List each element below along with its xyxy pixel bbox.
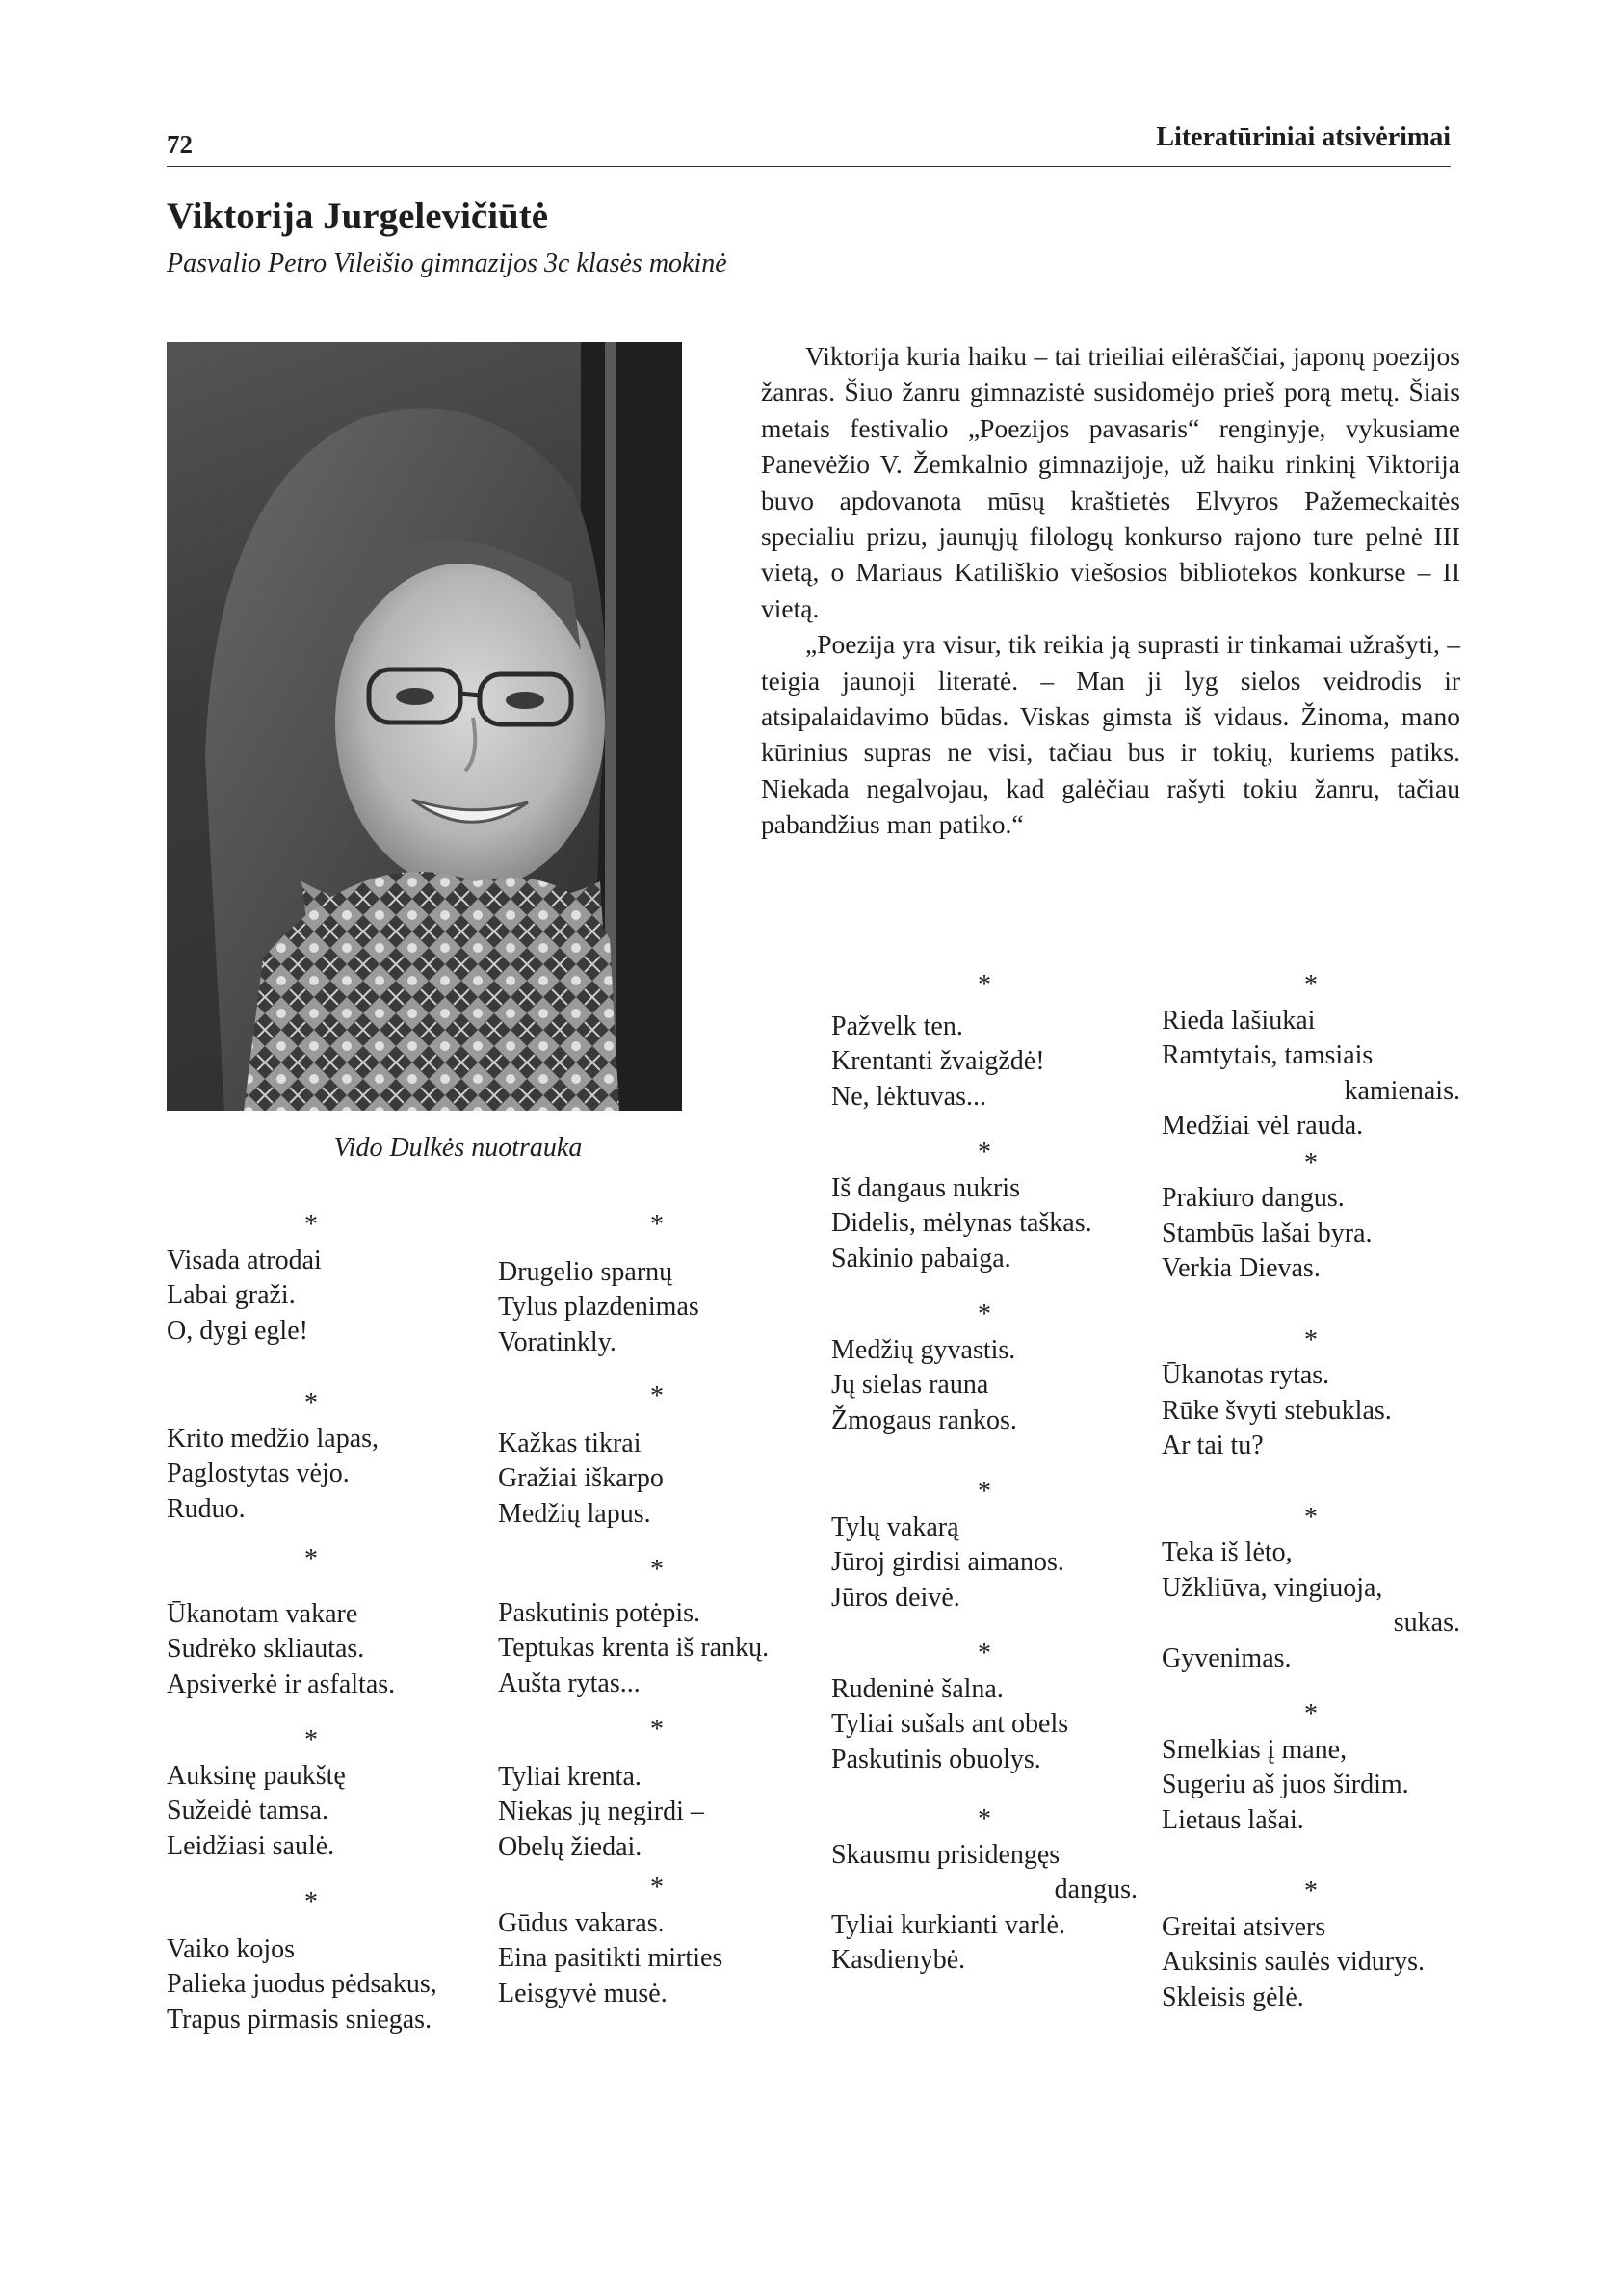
haiku-separator: * <box>1304 1502 1318 1533</box>
haiku-separator: * <box>650 1381 664 1411</box>
haiku-line: Sudrėko skliautas. <box>167 1634 365 1664</box>
haiku-line: Labai graži. <box>167 1280 296 1310</box>
haiku-line: Jų sielas rauna <box>831 1370 989 1400</box>
header-rule <box>167 166 1451 167</box>
haiku-line: Stambūs lašai byra. <box>1162 1218 1373 1248</box>
haiku-separator: * <box>978 970 991 1000</box>
haiku-line: Auksinis saulės vidurys. <box>1162 1947 1425 1977</box>
haiku-line: Rūke švyti stebuklas. <box>1162 1395 1392 1426</box>
haiku-separator: * <box>978 1804 991 1834</box>
haiku-line-continuation: kamienais. <box>1344 1075 1460 1106</box>
haiku-poem <box>498 1378 816 1532</box>
haiku-separator: * <box>978 1639 991 1668</box>
haiku-line: Tylus plazdenimas <box>498 1292 699 1322</box>
haiku-separator: * <box>978 1477 991 1507</box>
haiku-line: Rieda lašiukai <box>1162 1005 1316 1036</box>
haiku-separator: * <box>650 1873 664 1903</box>
haiku-column-2 <box>498 1206 816 2011</box>
haiku-separator: * <box>304 1210 318 1240</box>
haiku-poem <box>167 1721 456 1864</box>
haiku-poem <box>1162 1695 1460 1838</box>
author-name: Viktorija Jurgelevičiūtė <box>167 196 549 237</box>
haiku-poem <box>831 1473 1138 1615</box>
haiku-line: Lietaus lašai. <box>1162 1804 1304 1835</box>
haiku-line: Tyliai kurkianti varlė. <box>831 1909 1065 1940</box>
haiku-line: Tylų vakarą <box>831 1511 959 1542</box>
haiku-line: Rudeninė šalna. <box>831 1673 1004 1704</box>
haiku-separator: * <box>304 1544 318 1574</box>
haiku-line: Ar tai tu? <box>1162 1431 1264 1460</box>
haiku-line: Skausmu prisidengęs <box>831 1839 1061 1870</box>
haiku-line: Prakiuro dangus. <box>1162 1183 1345 1213</box>
haiku-line: Paglostytas vėjo. <box>167 1458 350 1488</box>
haiku-line: Žmogaus rankos. <box>831 1405 1017 1435</box>
haiku-poem <box>1162 966 1460 1144</box>
intro-text <box>761 338 1460 843</box>
haiku-line: Trapus pirmasis sniegas. <box>167 2004 432 2035</box>
haiku-line: Gyvenimas. <box>1162 1642 1292 1673</box>
haiku-line: Voratinkly. <box>498 1326 616 1357</box>
haiku-poem <box>167 1384 456 1527</box>
haiku-separator: * <box>1304 970 1318 1000</box>
haiku-poem <box>831 1800 1138 1979</box>
haiku-line: Jūros deivė. <box>831 1582 960 1613</box>
intro-paragraph: „Poezija yra visur, tik reikia ją suprasti ir tinkamai užrašyti, – teigia jaunoji literatė. – Man ji lyg sielos veidrodis ir atsipalaidavimo būdas. Viskas gimsta iš vidaus. Žinoma, mano kūrinius supras ne visi, tačiau bus ir tokių, kuriems patiks. Niekada negalvojau, kad galėčiau rašyti tokiu žanru, tačiau pabandžius man patiko.“ <box>761 629 1460 840</box>
haiku-line: Krentanti žvaigždė! <box>831 1046 1045 1076</box>
haiku-line: Auksinę paukštę <box>167 1760 346 1791</box>
haiku-line: Sugeriu aš juos širdim. <box>1162 1770 1409 1799</box>
haiku-poem <box>167 1540 456 1702</box>
haiku-separator: * <box>304 1887 318 1917</box>
haiku-line: Palieka juodus pėdsakus, <box>167 1969 437 1999</box>
haiku-line: Paskutinis obuolys. <box>831 1744 1041 1774</box>
haiku-column-3 <box>831 966 1138 1979</box>
haiku-separator: * <box>1304 1877 1318 1906</box>
haiku-line-continuation: dangus. <box>1054 1875 1138 1904</box>
haiku-line: Leisgyvė musė. <box>498 1978 668 2008</box>
haiku-poem <box>167 1883 456 2037</box>
haiku-line: Sužeidė tamsa. <box>167 1796 328 1825</box>
haiku-line: Pažvelk ten. <box>831 1011 963 1041</box>
haiku-line: Niekas jų negirdi – <box>498 1797 704 1826</box>
portrait-illustration <box>167 342 682 1111</box>
haiku-poem <box>1162 1144 1460 1287</box>
haiku-line-continuation: sukas. <box>1393 1608 1460 1638</box>
haiku-line: Paskutinis potėpis. <box>498 1597 701 1628</box>
haiku-poem <box>1162 1499 1460 1677</box>
haiku-line: Gražiai iškarpo <box>498 1463 664 1493</box>
haiku-poem <box>831 1635 1138 1777</box>
haiku-line: Teptukas krenta iš rankų. <box>498 1633 770 1663</box>
haiku-line: Medžiai vėl rauda. <box>1162 1111 1364 1141</box>
haiku-line: Ūkanotam vakare <box>167 1598 358 1629</box>
haiku-line: Jūroj girdisi aimanos. <box>831 1547 1064 1577</box>
haiku-line: Užkliūva, vingiuoja, <box>1162 1572 1383 1603</box>
haiku-separator: * <box>1304 1325 1318 1355</box>
haiku-poem <box>1162 1322 1460 1464</box>
haiku-line: Skleisis gėlė. <box>1162 1982 1304 2012</box>
haiku-line: Iš dangaus nukris <box>831 1172 1020 1203</box>
haiku-separator: * <box>978 1300 991 1329</box>
haiku-line: Tyliai krenta. <box>498 1761 642 1792</box>
page-number: 72 <box>167 130 193 159</box>
running-head: Literatūriniai atsivėrimai <box>1156 122 1451 152</box>
haiku-line: Medžių gyvastis. <box>831 1334 1016 1365</box>
haiku-separator: * <box>1304 1699 1318 1729</box>
haiku-separator: * <box>650 1715 664 1745</box>
photo-credit: Vido Dulkės nuotrauka <box>333 1133 583 1163</box>
haiku-line: Sakinio pabaiga. <box>831 1243 1011 1273</box>
haiku-poem <box>831 1296 1138 1438</box>
intro-paragraph: Viktorija kuria haiku – tai trieiliai eilėraščiai, japonų poezijos žanras. Šiuo žanru gimnazistė susidomėjo prieš porą metų. Šiais metais festivalio „Poezijos pavasaris“ renginyje, vykusiame Panevėžio V. Žemkalnio gimnazijoje, už haiku rinkinį Viktorija buvo apdovanota mūsų kraštietės Elvyros Pažemeckaitės specialiu prizu, jaunųjų filologų konkurso rajono ture pelnė III vietą, o Mariaus Katiliškio viešosios bibliotekos konkurse – II vietą. <box>761 341 1460 623</box>
haiku-line: Kasdienybė. <box>831 1945 966 1975</box>
haiku-poem <box>498 1711 816 1865</box>
haiku-separator: * <box>650 1555 664 1585</box>
haiku-line: Leidžiasi saulė. <box>167 1830 335 1861</box>
haiku-line: Vaiko kojos <box>167 1933 295 1964</box>
haiku-line: Ne, lėktuvas... <box>831 1081 986 1112</box>
haiku-separator: * <box>304 1388 318 1418</box>
haiku-poem <box>498 1869 816 2011</box>
author-portrait-photo <box>167 342 682 1111</box>
haiku-line: Visada atrodai <box>167 1245 322 1275</box>
haiku-line: Eina pasitikti mirties <box>498 1943 723 1973</box>
haiku-separator: * <box>304 1725 318 1755</box>
haiku-poem <box>167 1206 456 1349</box>
haiku-line: Drugelio sparnų <box>498 1256 673 1287</box>
haiku-line: Krito medžio lapas, <box>167 1423 380 1454</box>
haiku-line: Didelis, mėlynas taškas. <box>831 1208 1092 1238</box>
haiku-line: Ruduo. <box>167 1493 246 1524</box>
author-affiliation: Pasvalio Petro Vileišio gimnazijos 3c klasės mokinė <box>167 249 727 278</box>
haiku-line: Verkia Dievas. <box>1162 1253 1321 1283</box>
haiku-line: Kažkas tikrai <box>498 1428 642 1458</box>
haiku-line: Apsiverkė ir asfaltas. <box>167 1668 396 1699</box>
haiku-line: Obelų žiedai. <box>498 1831 642 1862</box>
haiku-line: Medžių lapus. <box>498 1498 651 1529</box>
haiku-line: Aušta rytas... <box>498 1667 641 1698</box>
haiku-poem <box>831 966 1138 1115</box>
haiku-poem <box>1162 1873 1460 2015</box>
haiku-line: Teka iš lėto, <box>1162 1537 1293 1567</box>
haiku-column-4 <box>1162 966 1460 2015</box>
haiku-line: Gūdus vakaras. <box>498 1907 665 1938</box>
haiku-line: Tyliai sušals ant obels <box>831 1709 1069 1739</box>
haiku-poem <box>498 1206 816 1360</box>
haiku-separator: * <box>978 1138 991 1168</box>
haiku-poem <box>831 1134 1138 1276</box>
haiku-column-1 <box>167 1206 456 2037</box>
haiku-poem <box>498 1551 816 1701</box>
haiku-line: O, dygi egle! <box>167 1315 308 1346</box>
haiku-line: Smelkias į mane, <box>1162 1734 1348 1765</box>
haiku-separator: * <box>1304 1147 1318 1178</box>
haiku-line: Greitai atsivers <box>1162 1911 1326 1942</box>
haiku-line: Ramtytais, tamsiais <box>1162 1040 1374 1070</box>
haiku-line: Ūkanotas rytas. <box>1162 1360 1330 1390</box>
haiku-separator: * <box>650 1210 664 1240</box>
